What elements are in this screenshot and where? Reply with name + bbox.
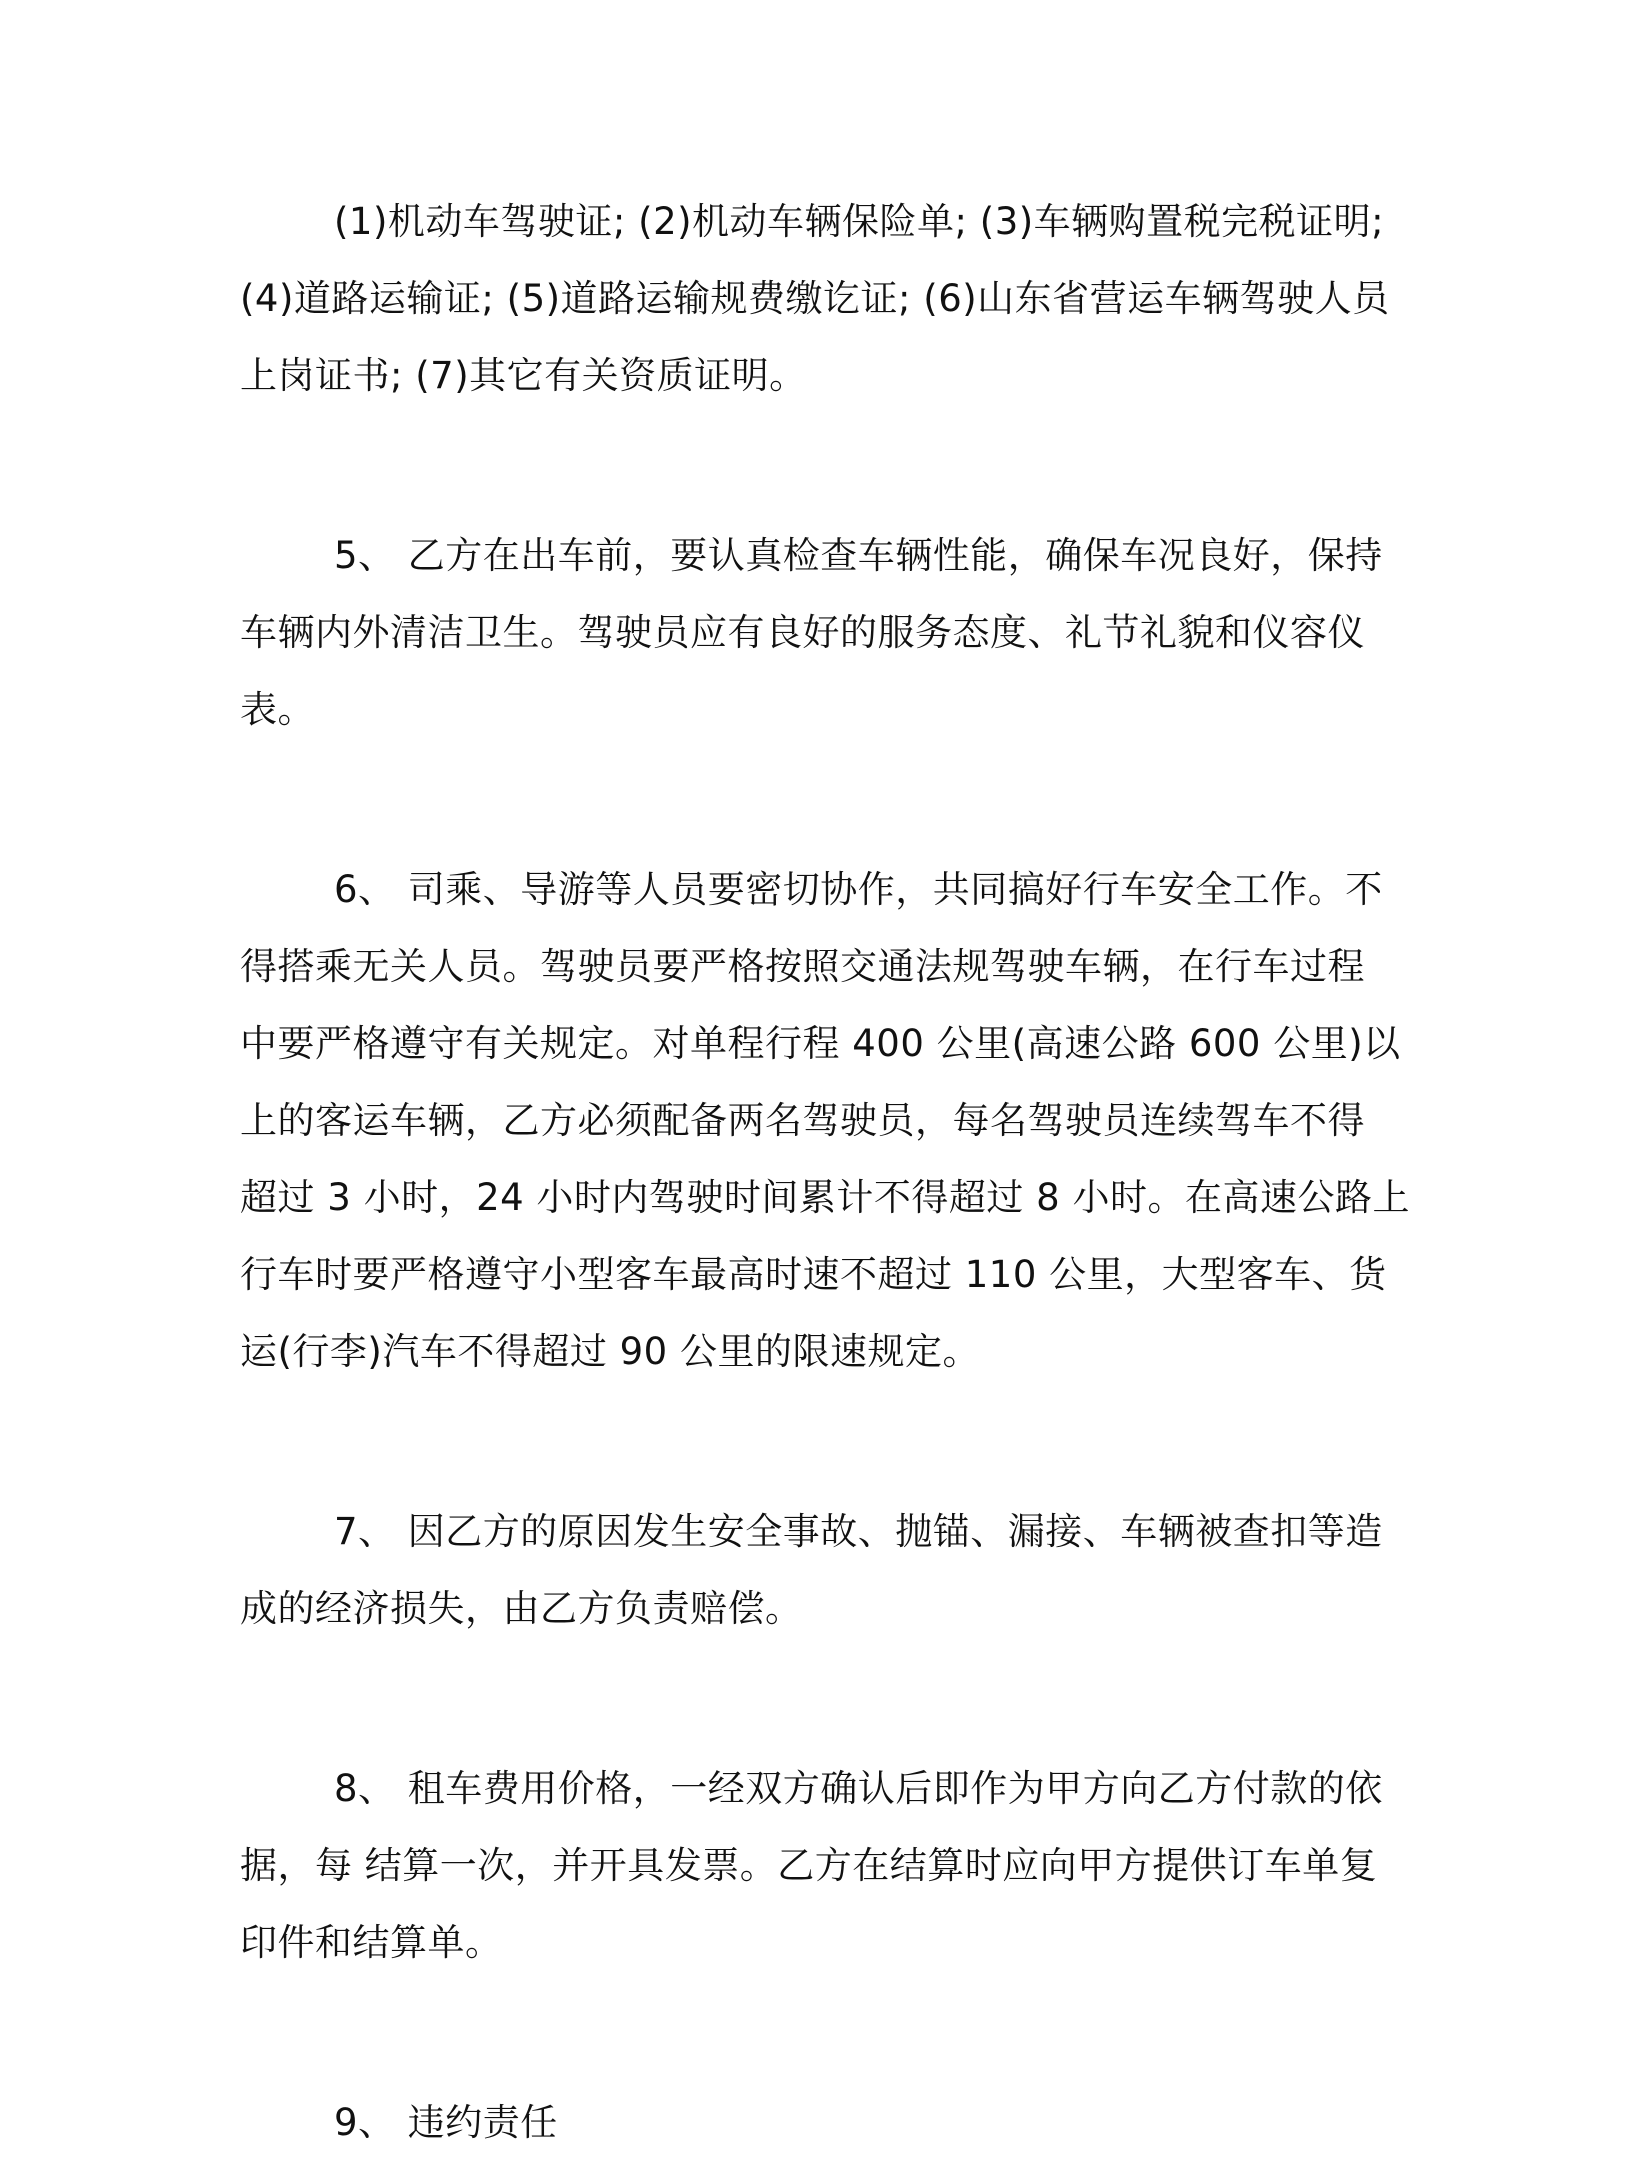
text-line: 7、 因乙方的原因发生安全事故、抛锚、漏接、车辆被查扣等造 [334, 1510, 1383, 1553]
text-line: 5、 乙方在出车前，要认真检查车辆性能，确保车况良好，保持 [334, 534, 1383, 577]
text-line: 行车时要严格遵守小型客车最高时速不超过 110 公里，大型客车、货 [240, 1253, 1387, 1296]
paragraph-clause-7 [240, 1493, 1383, 1647]
text-line: 8、 租车费用价格，一经双方确认后即作为甲方向乙方付款的依 [334, 1767, 1383, 1810]
paragraph-required-documents [240, 183, 1390, 414]
text-line: 成的经济损失，由乙方负责赔偿。 [240, 1587, 803, 1630]
paragraph-clause-9-heading [240, 2084, 1370, 2161]
paragraph-spacer [240, 1647, 1370, 1750]
text-line: 据，每 结算一次，并开具发票。乙方在结算时应向甲方提供订车单复 [240, 1844, 1378, 1887]
paragraph-spacer [240, 1981, 1370, 2084]
text-line: 9、 违约责任 [334, 2101, 558, 2144]
text-line: 表。 [240, 688, 315, 731]
text-line: 运(行李)汽车不得超过 90 公里的限速规定。 [240, 1330, 980, 1373]
paragraph-clause-8 [240, 1750, 1383, 1981]
document-body [240, 183, 1410, 2161]
text-line: 上岗证书; (7)其它有关资质证明。 [240, 354, 807, 397]
text-line: 得搭乘无关人员。驾驶员要严格按照交通法规驾驶车辆，在行车过程 [240, 945, 1365, 988]
text-line: 6、 司乘、导游等人员要密切协作，共同搞好行车安全工作。不 [334, 868, 1383, 911]
text-line: 车辆内外清洁卫生。驾驶员应有良好的服务态度、礼节礼貌和仪容仪 [240, 611, 1365, 654]
text-line: 印件和结算单。 [240, 1921, 503, 1964]
text-line: (4)道路运输证; (5)道路运输规费缴讫证; (6)山东省营运车辆驾驶人员 [240, 277, 1390, 320]
text-line: 上的客运车辆，乙方必须配备两名驾驶员，每名驾驶员连续驾车不得 [240, 1099, 1365, 1142]
paragraph-spacer [240, 1390, 1370, 1493]
paragraph-spacer [240, 748, 1370, 851]
paragraph-clause-6 [240, 851, 1410, 1390]
paragraph-spacer [240, 414, 1370, 517]
text-line: 超过 3 小时，24 小时内驾驶时间累计不得超过 8 小时。在高速公路上 [240, 1176, 1410, 1219]
text-line: 中要严格遵守有关规定。对单程行程 400 公里(高速公路 600 公里)以 [240, 1022, 1401, 1065]
text-line: (1)机动车驾驶证; (2)机动车辆保险单; (3)车辆购置税完税证明; [334, 200, 1385, 243]
paragraph-clause-5 [240, 517, 1383, 748]
